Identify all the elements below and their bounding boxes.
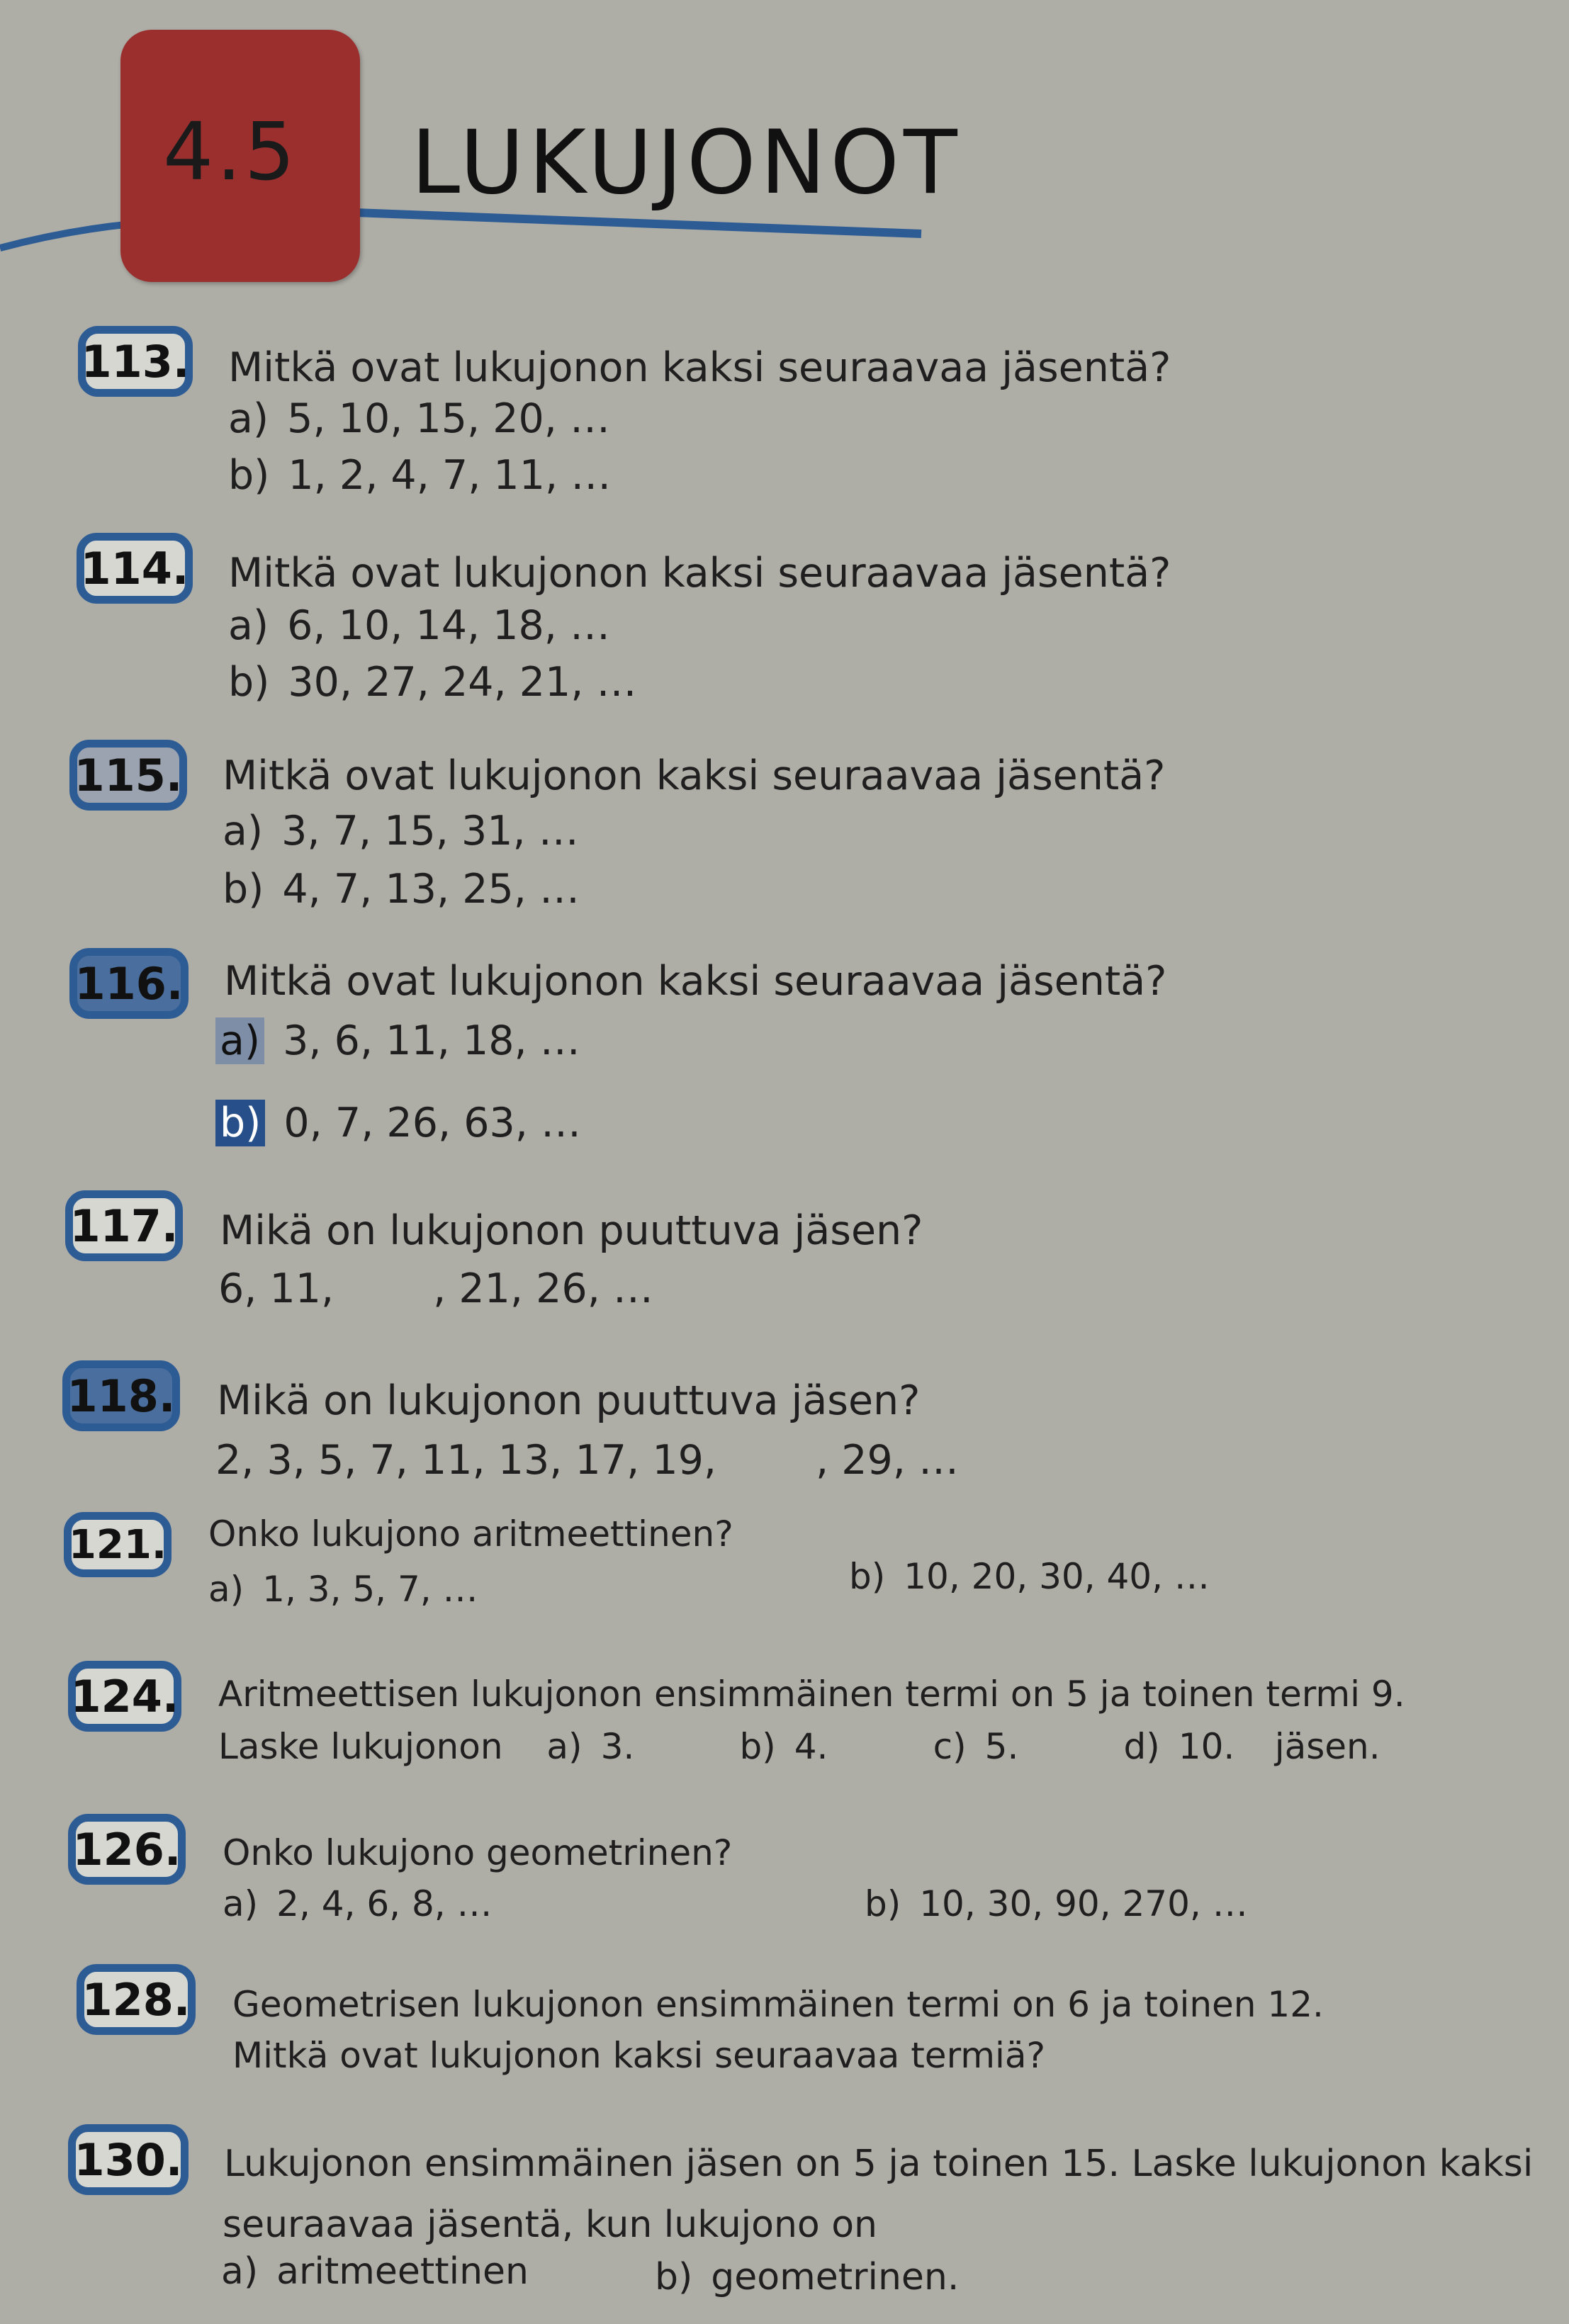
- exercise-item: a) 6, 10, 14, 18, …: [228, 602, 610, 649]
- exercise-item: b) 4, 7, 13, 25, …: [223, 866, 580, 913]
- exercise-number-badge: 126.: [68, 1814, 186, 1885]
- exercise-question: Mikä on lukujonon puuttuva jäsen?: [220, 1207, 923, 1254]
- exercise-number-badge: 130.: [68, 2124, 189, 2195]
- exercise-item: a) aritmeettinen: [221, 2250, 529, 2293]
- exercise-number-badge: 116.: [69, 948, 189, 1019]
- missing-term-sequence: 2, 3, 5, 7, 11, 13, 17, 19, , 29, …: [215, 1437, 959, 1484]
- exercise-item: b) 1, 2, 4, 7, 11, …: [228, 452, 612, 499]
- chapter-number: 4.5: [163, 106, 298, 198]
- exercise-item: a) 3, 6, 11, 18, …: [215, 1017, 580, 1064]
- exercise-question: Onko lukujono geometrinen?: [223, 1832, 733, 1873]
- exercise-question: Mikä on lukujonon puuttuva jäsen?: [217, 1377, 921, 1424]
- exercise-item: a) 3, 7, 15, 31, …: [223, 808, 579, 854]
- exercise-question: Mitkä ovat lukujonon kaksi seuraavaa jäsentä?: [223, 752, 1166, 799]
- exercise-item: b) 10, 20, 30, 40, …: [849, 1556, 1210, 1597]
- exercise-item: b) 0, 7, 26, 63, …: [215, 1100, 581, 1146]
- exercise-number-badge: 121.: [64, 1512, 171, 1577]
- exercise-question-line2: Mitkä ovat lukujonon kaksi seuraavaa termiä?: [232, 2035, 1046, 2076]
- exercise-item: a) 5, 10, 15, 20, …: [228, 395, 610, 442]
- exercise-item: a) 1, 3, 5, 7, …: [208, 1569, 478, 1610]
- missing-term-sequence: 6, 11, , 21, 26, …: [218, 1265, 653, 1312]
- exercise-question-line2: seuraavaa jäsentä, kun lukujono on: [223, 2204, 878, 2246]
- exercise-question: Onko lukujono aritmeettinen?: [208, 1513, 733, 1555]
- exercise-item: b) 10, 30, 90, 270, …: [865, 1883, 1248, 1924]
- exercise-item: b) geometrinen.: [655, 2256, 960, 2298]
- exercise-item: b) 30, 27, 24, 21, …: [228, 659, 637, 706]
- chapter-title: LUKUJONOT: [411, 112, 962, 214]
- exercise-question: Mitkä ovat lukujonon kaksi seuraavaa jäsentä?: [228, 550, 1171, 597]
- exercise-number-badge: 115.: [69, 740, 187, 811]
- exercise-item: a) 2, 4, 6, 8, …: [223, 1883, 493, 1924]
- exercise-number-badge: 124.: [68, 1661, 181, 1732]
- exercise-number-badge: 128.: [77, 1964, 196, 2035]
- exercise-number-badge: 118.: [62, 1360, 180, 1431]
- exercise-item-line: Laske lukujonon a) 3. b) 4. c) 5. d) 10. jäsen.: [218, 1726, 1380, 1767]
- exercise-question: Mitkä ovat lukujonon kaksi seuraavaa jäsentä?: [224, 958, 1167, 1005]
- exercise-question: Lukujonon ensimmäinen jäsen on 5 ja toinen 15. Laske lukujonon kaksi: [224, 2143, 1534, 2185]
- exercise-question: Geometrisen lukujonon ensimmäinen termi on 6 ja toinen 12.: [232, 1984, 1324, 2025]
- exercise-question: Aritmeettisen lukujonon ensimmäinen termi on 5 ja toinen termi 9.: [218, 1674, 1405, 1715]
- exercise-number-badge: 113.: [78, 326, 193, 397]
- exercise-number-badge: 117.: [65, 1190, 183, 1261]
- exercise-number-badge: 114.: [77, 533, 193, 604]
- exercise-question: Mitkä ovat lukujonon kaksi seuraavaa jäsentä?: [228, 344, 1171, 391]
